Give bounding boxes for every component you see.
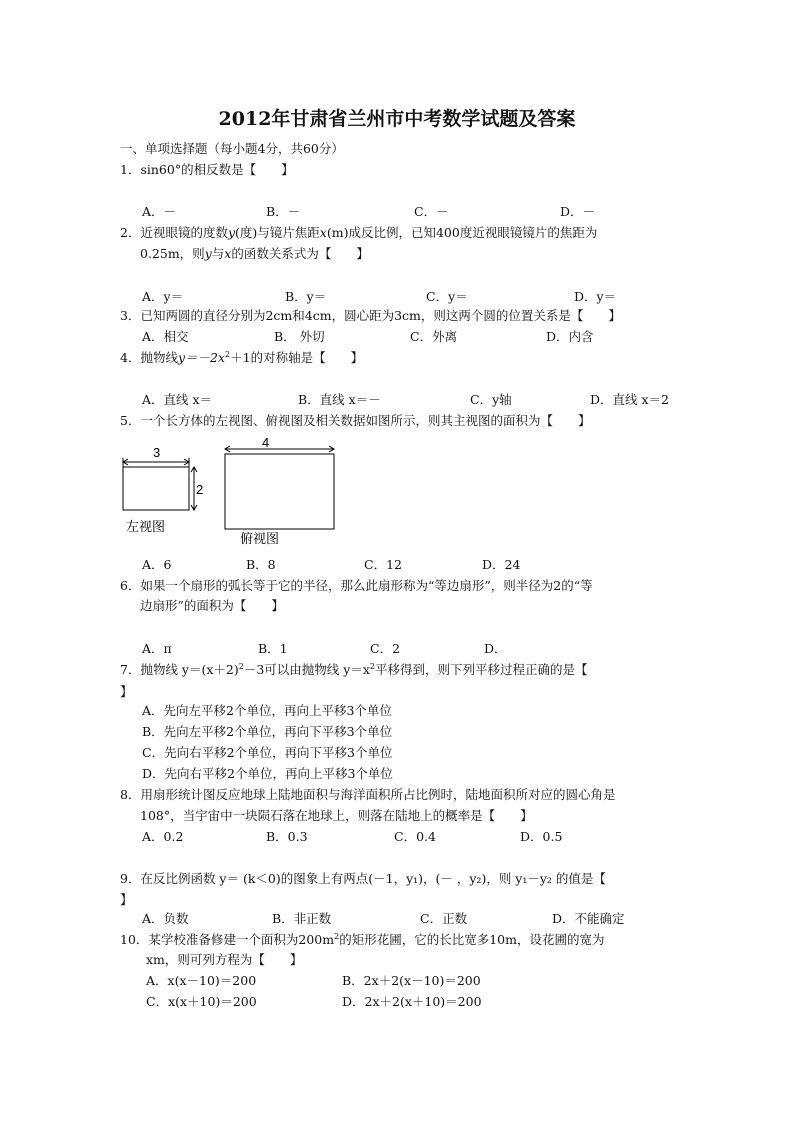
q1-option-a: A．－ bbox=[142, 204, 177, 219]
q1-option-c: C．－ bbox=[414, 204, 449, 219]
q3-option-d: D．内含 bbox=[546, 329, 594, 344]
question-5-stem: 5．一个长方体的左视图、俯视图及相关数据如图所示，则其主视图的面积为【 】 bbox=[120, 413, 591, 428]
q2-option-d: D．y＝ bbox=[574, 289, 617, 304]
q8-option-d: D．0.5 bbox=[520, 829, 563, 844]
question-4-stem: 4．抛物线$y=-2x^2+1$的对称轴是【 】 bbox=[120, 349, 364, 365]
question-6-line-2: 边扇形”的面积为【 】 bbox=[140, 598, 284, 613]
question-7-stem-end: 】 bbox=[120, 684, 133, 699]
question-1-stem: 1．sin60°的相反数是【 】 bbox=[120, 162, 294, 177]
q3-option-c: C．外离 bbox=[410, 329, 458, 344]
q6-option-b: B．1 bbox=[258, 641, 288, 656]
question-8-line-1: 8．用扇形统计图反应地球上陆地面积与海洋面积所占比例时，陆地面积所对应的圆心角是 bbox=[120, 787, 616, 802]
q10-option-c: C．x(x＋10)＝200 bbox=[146, 994, 257, 1009]
left-view-caption: 左视图 bbox=[126, 519, 166, 534]
q5-option-b: B．8 bbox=[246, 557, 276, 572]
left-view-rect bbox=[123, 467, 189, 510]
q3-option-b: B． 外切 bbox=[274, 329, 325, 344]
left-view-height-label: 2 bbox=[196, 482, 204, 497]
question-3-stem: 3．已知两圆的直径分别为2cm和4cm，圆心距为3cm，则这两个圆的位置关系是【 】 bbox=[120, 308, 621, 323]
q8-option-b: B．0.3 bbox=[266, 829, 308, 844]
question-2-line-2: 0.25m，则y与x的函数关系式为【 】 bbox=[140, 246, 369, 261]
top-view-rect bbox=[225, 454, 334, 529]
q9-option-d: D．不能确定 bbox=[552, 911, 625, 926]
q2-option-b: B．y＝ bbox=[285, 289, 327, 304]
question-6-line-1: 6．如果一个扇形的弧长等于它的半径，那么此扇形称为“等边扇形”，则半径为2的“等 bbox=[120, 578, 593, 593]
question-2-line-1: 2．近视眼镜的度数y(度)与镜片焦距x(m)成反比例，已知400度近视眼镜镜片的焦距为 bbox=[120, 225, 598, 240]
q8-option-c: C．0.4 bbox=[394, 829, 436, 844]
q2-option-a: A．y＝ bbox=[142, 289, 184, 304]
q7-option-a: A．先向左平移2个单位，再向上平移3个单位 bbox=[142, 703, 392, 718]
left-view-width-label: 3 bbox=[153, 445, 161, 460]
q3-option-a: A．相交 bbox=[142, 329, 189, 344]
q10-option-b: B．2x＋2(x－10)＝200 bbox=[342, 973, 481, 988]
question-9-stem: 9．在反比例函数 y＝ (k＜0)的图象上有两点(－1，y₁)，(－ ，y₂)，则 y₁－y₂ 的值是【 bbox=[120, 871, 606, 886]
top-view-width-label: 4 bbox=[262, 436, 270, 450]
q5-option-d: D．24 bbox=[482, 557, 521, 572]
question-10-line-1: 10．某学校准备修建一个面积为$200m^2$的矩形花圃，它的长比宽多10m，设花圃的宽为 bbox=[120, 931, 605, 947]
q4-option-d: D．直线 x＝2 bbox=[590, 392, 669, 407]
q2-option-c: C．y＝ bbox=[426, 289, 468, 304]
question-7-stem: 7．抛物线 $y=(x+2)^2-3$可以由抛物线 $y=x^2$平移得到，则下列平移过程正确的是【 bbox=[120, 661, 588, 677]
page-title: 2012年甘肃省兰州市中考数学试题及答案 bbox=[218, 108, 576, 130]
q6-option-d: D． bbox=[484, 641, 507, 656]
q9-option-b: B．非正数 bbox=[272, 911, 332, 926]
q10-option-d: D．2x＋2(x＋10)＝200 bbox=[342, 994, 482, 1009]
q6-option-a: A．π bbox=[142, 641, 172, 656]
q4-option-b: B．直线 x＝－ bbox=[298, 392, 381, 407]
q7-option-c: C．先向右平移2个单位，再向下平移3个单位 bbox=[142, 745, 393, 760]
q7-option-b: B．先向左平移2个单位，再向下平移3个单位 bbox=[142, 724, 393, 739]
q10-option-a: A．x(x－10)＝200 bbox=[146, 973, 257, 988]
q4-option-a: A．直线 x＝ bbox=[142, 392, 213, 407]
question-9-stem-end: 】 bbox=[120, 892, 133, 907]
q6-option-c: C．2 bbox=[370, 641, 401, 656]
section-heading: 一、单项选择题（每小题4分，共60分） bbox=[120, 141, 344, 156]
question-10-line-2: xm，则可列方程为【 】 bbox=[146, 952, 303, 967]
q5-three-view-figure bbox=[116, 436, 346, 548]
q5-option-a: A．6 bbox=[142, 557, 172, 572]
q5-option-c: C．12 bbox=[364, 557, 402, 572]
top-view-caption: 俯视图 bbox=[240, 531, 280, 546]
q9-option-a: A．负数 bbox=[142, 911, 189, 926]
q1-option-d: D．－ bbox=[560, 204, 596, 219]
q7-option-d: D．先向右平移2个单位，再向上平移3个单位 bbox=[142, 766, 393, 781]
q8-option-a: A．0.2 bbox=[142, 829, 184, 844]
q4-option-c: C．y轴 bbox=[470, 392, 512, 407]
q9-option-c: C．正数 bbox=[420, 911, 468, 926]
q1-option-b: B．－ bbox=[266, 204, 301, 219]
question-8-line-2: 108°，当宇宙中一块陨石落在地球上，则落在陆地上的概率是【 】 bbox=[140, 808, 533, 823]
